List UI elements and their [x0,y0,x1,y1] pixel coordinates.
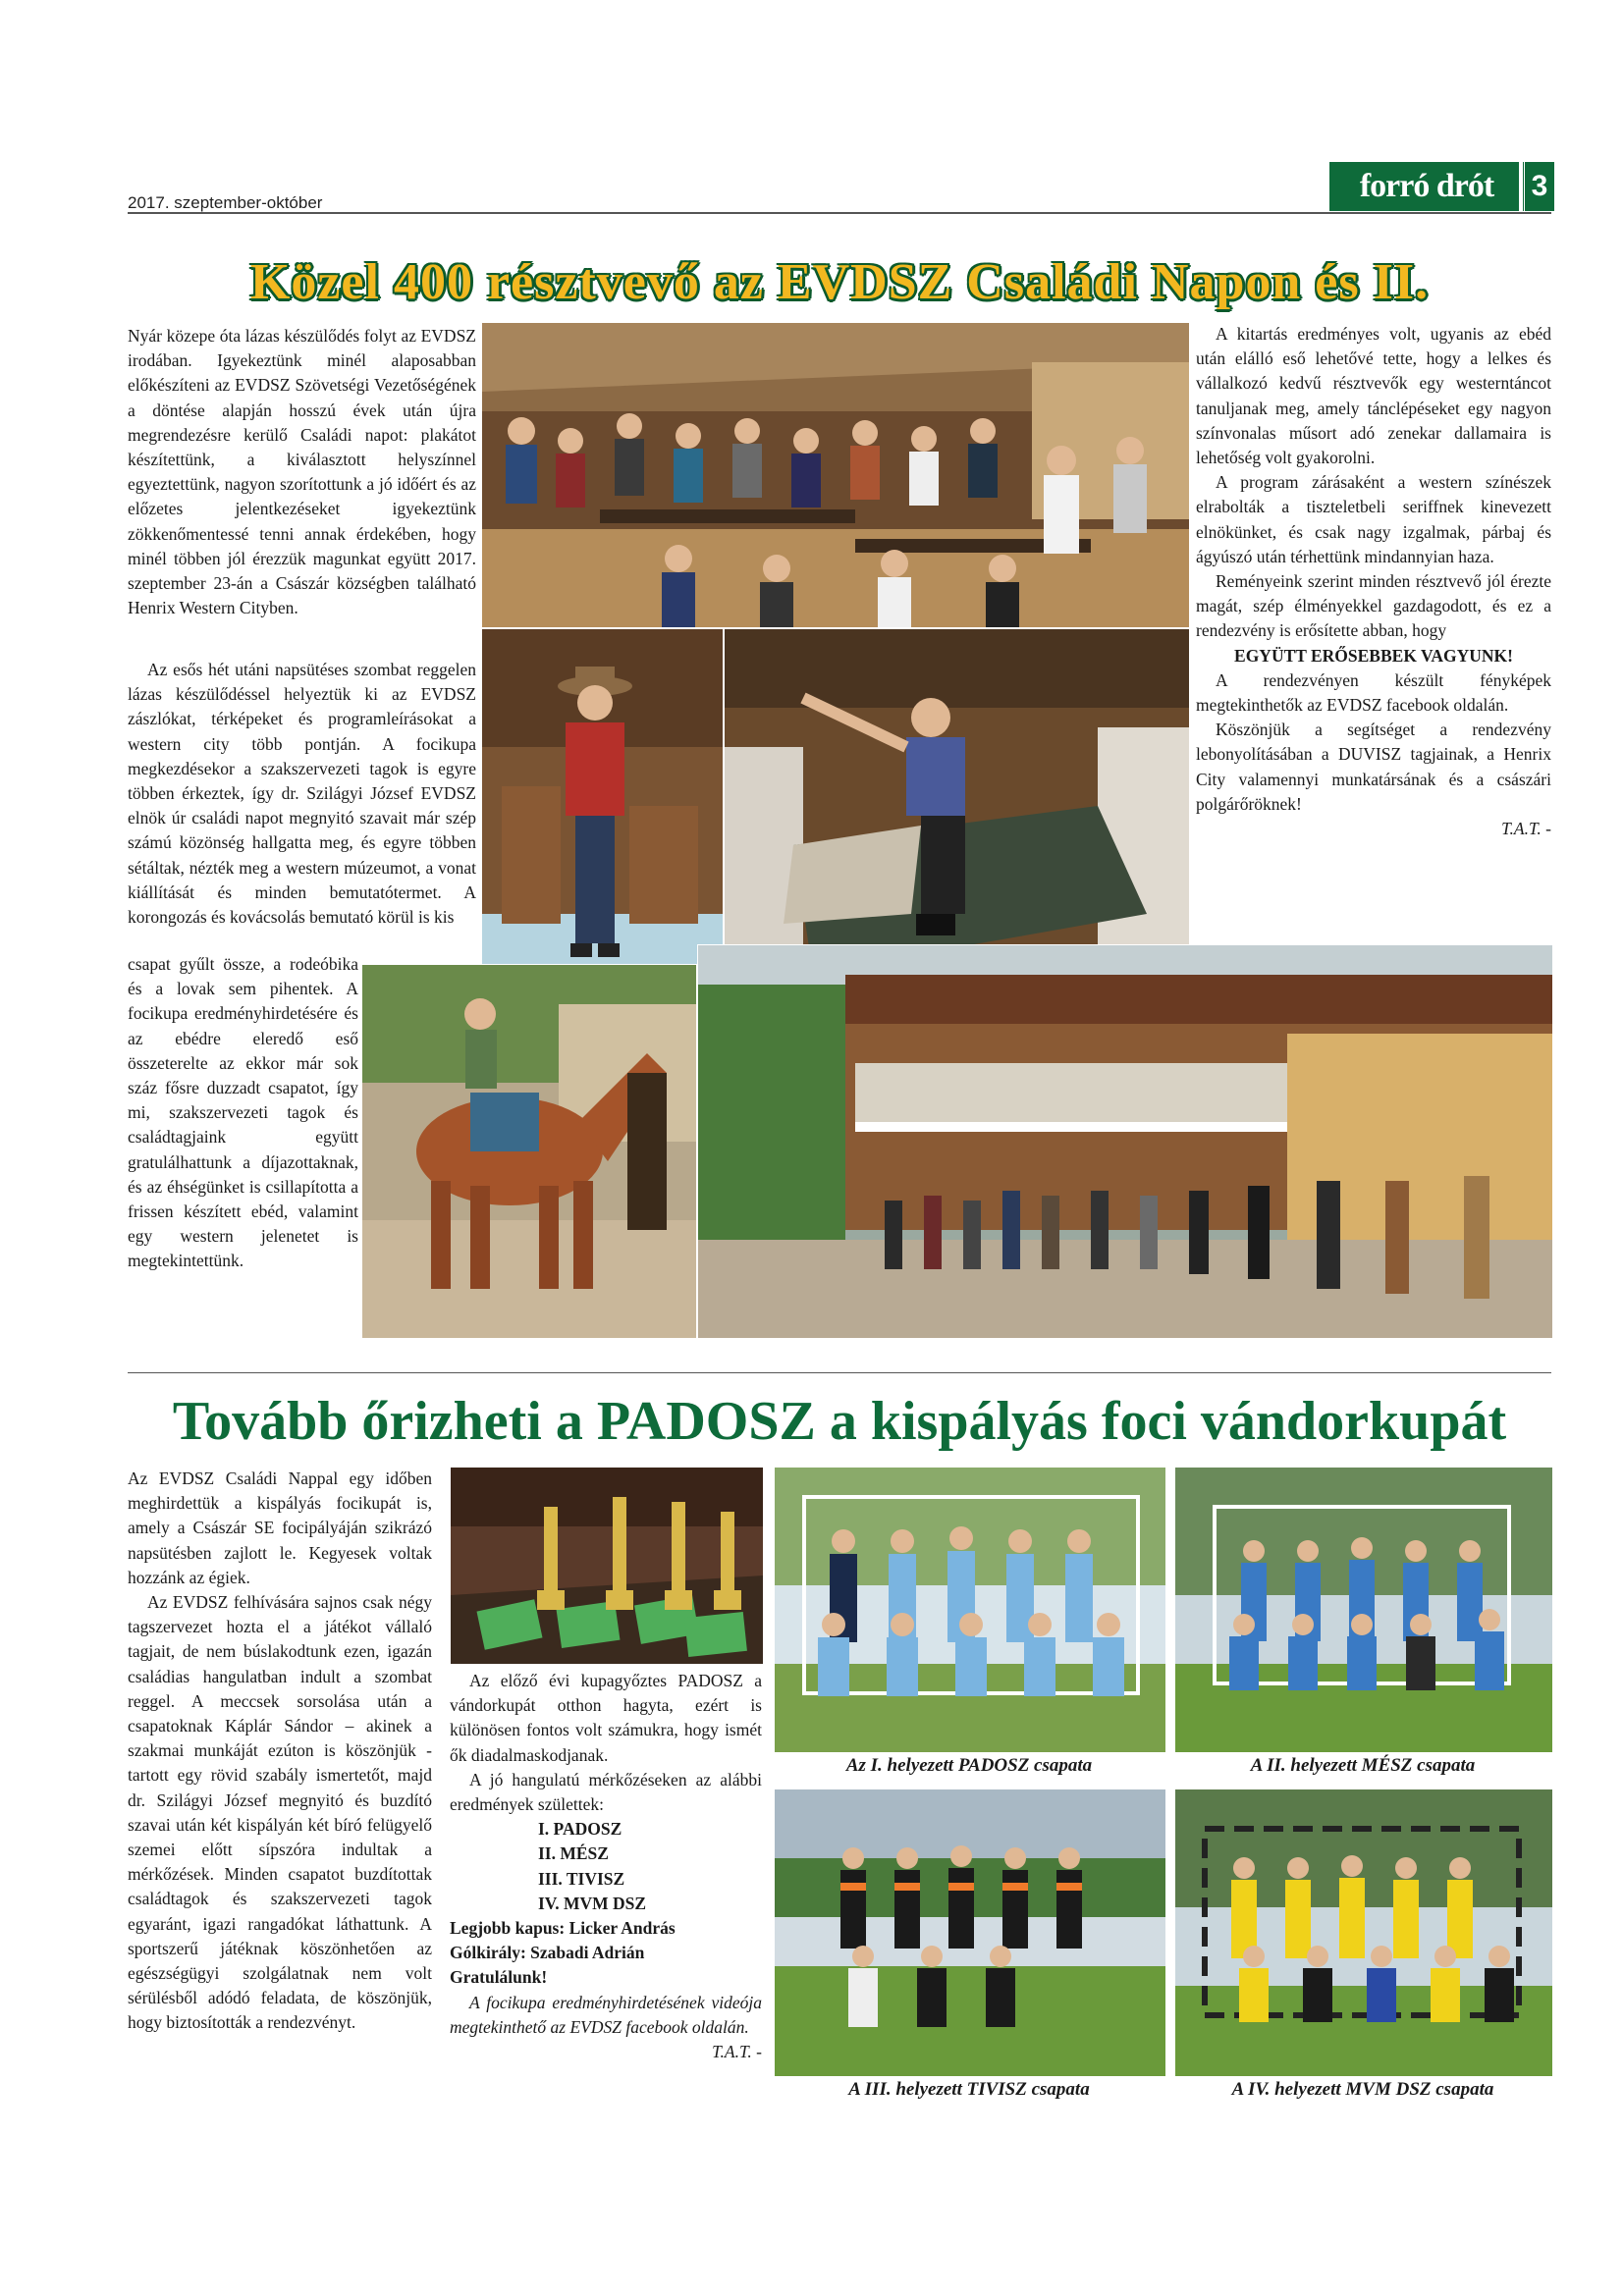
article2-col2-para2: A jó hangulatú mérkőzéseken az alábbi eredmények születtek: [450,1769,762,1815]
article2-col1 [128,1467,432,2036]
article1-col1-top [128,324,476,620]
article1-col1-narrow [128,952,358,1364]
article2-para2: Az EVDSZ felhívására sajnos csak négy tagszervezet hozta el a játékot vállaló tagjait, de nem búslakodtunk ezen, igazán családias hangulatban indult a szombat reggel. A meccsek sorsolása után a csapatoknak Káplár Sándor – akinek a szakmai munkáját ezúton is köszönjük - tartott egy rövid szabály ismertetőt, majd dr. Szilágyi József megnyitó és buzdító szavai után két kispályán két bíró felügyelő szemei előtt sípszóra indultak a mérkőzések. Minden csapatot buzdítottak családtagok és szakszervezeti tagok egyaránt, igazi rangadókat láthattunk. A sportszerű játéknak köszönhetően az egészségügyi szolgálatnak nem volt sérülésből adódó feladata, de köszönjük, hogy biztosították a rendezvényt. [128,1592,432,2033]
photo-man-checked-shirt [481,628,724,988]
article1-title: Közel 400 résztvevő az EVDSZ Családi Napon és II. [249,254,1430,310]
results-list [450,1817,762,1916]
photo-trophies [450,1467,764,1665]
photo-team-padosz [774,1467,1166,1753]
caption-mesz: A II. helyezett MÉSZ csapata [1250,1755,1476,1776]
caption-padosz: Az I. helyezett PADOSZ csapata [845,1755,1093,1776]
video-note: A focikupa eredményhirdetésének videója megtekinthető az EVDSZ facebook oldalán. [450,1992,762,2037]
photo-team-mvm-dsz [1174,1789,1553,2077]
article1-para2: Az esős hét utáni napsütéses szombat reggelen lázas készülődéssel helyeztük ki az EVDSZ zászlókat, térképeket és programleírásokat a western city több pontján. A focikupa megkezdésekor a szakszervezeti tagok is egyre többen érkeztek, így dr. Szilágyi József EVDSZ elnök úr családi napot megnyitó szavait már szép számú közönség hallgatta meg, és egyre többen sétáltak, nézték meg a western múzeumot, a vonat kiállítását és minden bemutatótermet. A korongozás és kovácsolás bemutató körül is kis [128,660,476,928]
congrats: Gratulálunk! [450,1967,548,1988]
photo-saloon-crowd [481,322,1190,628]
caption-mvm-dsz: A IV. helyezett MVM DSZ csapata [1231,2079,1494,2100]
article1-col3-para2: A program zárásaként a western színészek elrabolták a tiszteletbeli seriffnek kinevezett elnökünket, és csak nagy izgalmak, párbaj és ágyúszó után térhettünk mindannyian haza. [1196,472,1551,566]
article1-col3-para5: Köszönjük a segítséget a rendezvény lebonyolításában a DUVISZ tagjainak, a Henrix City valamennyi munkatársának és a császári polgárőröknek! [1196,720,1551,814]
photo-western-town [697,944,1553,1339]
article1-col3-para3: Reményeink szerint minden résztvevő jól érezte magát, szép élményekkel gazdagodott, és ez a rendezvény is erősítette abban, hogy [1196,571,1551,641]
article2-para1: Az EVDSZ Családi Nappal egy időben meghirdettük a kispályás focikupát is, amely a Császár SE focipályáján szikrázó napsütésben zajlott le. Kegyesek voltak hozzánk az égiek. [128,1468,432,1587]
article1-col3-para1: A kitartás eredményes volt, ugyanis az ebéd után elálló eső lehetővé tette, hogy a lelkes és vállalkozó kedvű résztvevők egy westerntáncot tanuljanak meg, amely tánclépéseket egy nagyon színvonalas műsort adó zenekar dallamaira is lehetőség volt gyakorolni. [1196,324,1551,468]
masthead-separator [1519,162,1523,211]
best-keeper: Legjobb kapus: Licker András [450,1918,676,1939]
article-divider [128,1372,1551,1373]
header-rule [128,212,1551,214]
result-item: II. MÉSZ [538,1843,609,1864]
article1-slogan: EGYÜTT ERŐSEBBEK VAGYUNK! [1234,645,1513,666]
top-scorer: Gólkirály: Szabadi Adrián [450,1943,645,1963]
article2-signature: T.A.T. - [712,2042,762,2062]
issue-date: 2017. szeptember-október [128,193,323,212]
result-item: IV. MVM DSZ [538,1893,647,1913]
result-item: I. PADOSZ [538,1819,622,1840]
page-number: 3 [1525,162,1554,211]
article2-col2-para1: Az előző évi kupagyőztes PADOSZ a vándorkupát otthon hagyta, ezért is különösen fontos volt számukra, hogy ismét ők diadalmaskodjanak. [450,1671,762,1765]
photo-horse-child [361,964,697,1339]
article1-col3 [1196,322,1551,841]
result-item: III. TIVISZ [538,1868,625,1889]
masthead-logo: forró drót [1329,162,1524,211]
article2-col2 [450,1669,762,2064]
article1-col1-continued [128,658,476,952]
article1-col3-para4: A rendezvényen készült fényképek megtekinthetők az EVDSZ facebook oldalán. [1196,669,1551,716]
article1-para1: Nyár közepe óta lázas készülődés folyt az EVDSZ irodában. Igyekeztünk minél alaposabban előkészíteni az EVDSZ Szövetségi Vezetőségének a döntése alapján hosszú évek után újra megrendezésre kerülő Családi napot: plakátot készítettünk, a kiválasztott helyszínnel egyeztettünk, nagyon szorítottunk a jó időért és az előzetes jelentkezéseket igyekeztünk zökkenőmentessé tenni annak érdekében, hogy minél többen jól érezzük magunkat együtt 2017. szeptember 23-án a Császár községben található Henrix Western Cityben. [128,326,476,618]
photo-team-tivisz [774,1789,1166,2077]
article1-para2-continued: csapat gyűlt össze, a rodeóbika és a lovak sem pihentek. A focikupa eredményhirdetésére és az ebédre eleredő eső összeterelte az ekkor már sok száz fősre duzzadt csapatot, így mi, szakszervezeti tagok és családtagjaink együtt gratulálhattunk a díjazottaknak, és az éhségünket is csillapította a frissen készített ebéd, valamint egy western jelenetet is megtekintettünk. [128,954,358,1271]
article2-title: Tovább őrizheti a PADOSZ a kispályás foci vándorkupát [172,1391,1507,1452]
photo-team-mesz [1174,1467,1553,1753]
article1-signature: T.A.T. - [1501,819,1551,839]
caption-tivisz: A III. helyezett TIVISZ csapata [848,2079,1090,2100]
